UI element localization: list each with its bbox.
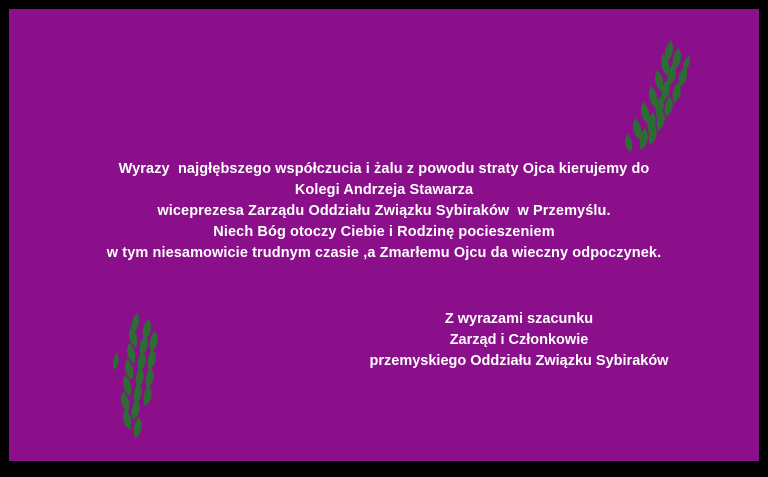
- condolence-card: [9, 9, 759, 461]
- message-line: Niech Bóg otoczy Ciebie i Rodzinę pocieszeniem: [213, 224, 555, 240]
- leaf-sprig-icon: [109, 309, 219, 439]
- leaf-sprig-icon: [579, 34, 694, 154]
- signature-line: Zarząd i Członkowie: [449, 332, 589, 348]
- signature-line: Z wyrazami szacunku: [444, 311, 594, 327]
- condolence-message: [9, 159, 759, 264]
- signature-block: [309, 309, 729, 372]
- message-line: wiceprezesa Zarządu Oddziału Związku Sybiraków w Przemyślu.: [157, 203, 611, 219]
- message-line: Wyrazy najgłębszego współczucia i żalu z powodu straty Ojca kierujemy do: [118, 161, 650, 177]
- signature-line: przemyskiego Oddziału Związku Sybiraków: [369, 353, 669, 369]
- message-line: w tym niesamowicie trudnym czasie ,a Zmarłemu Ojcu da wieczny odpoczynek.: [106, 245, 662, 261]
- message-line: Kolegi Andrzeja Stawarza: [294, 182, 474, 198]
